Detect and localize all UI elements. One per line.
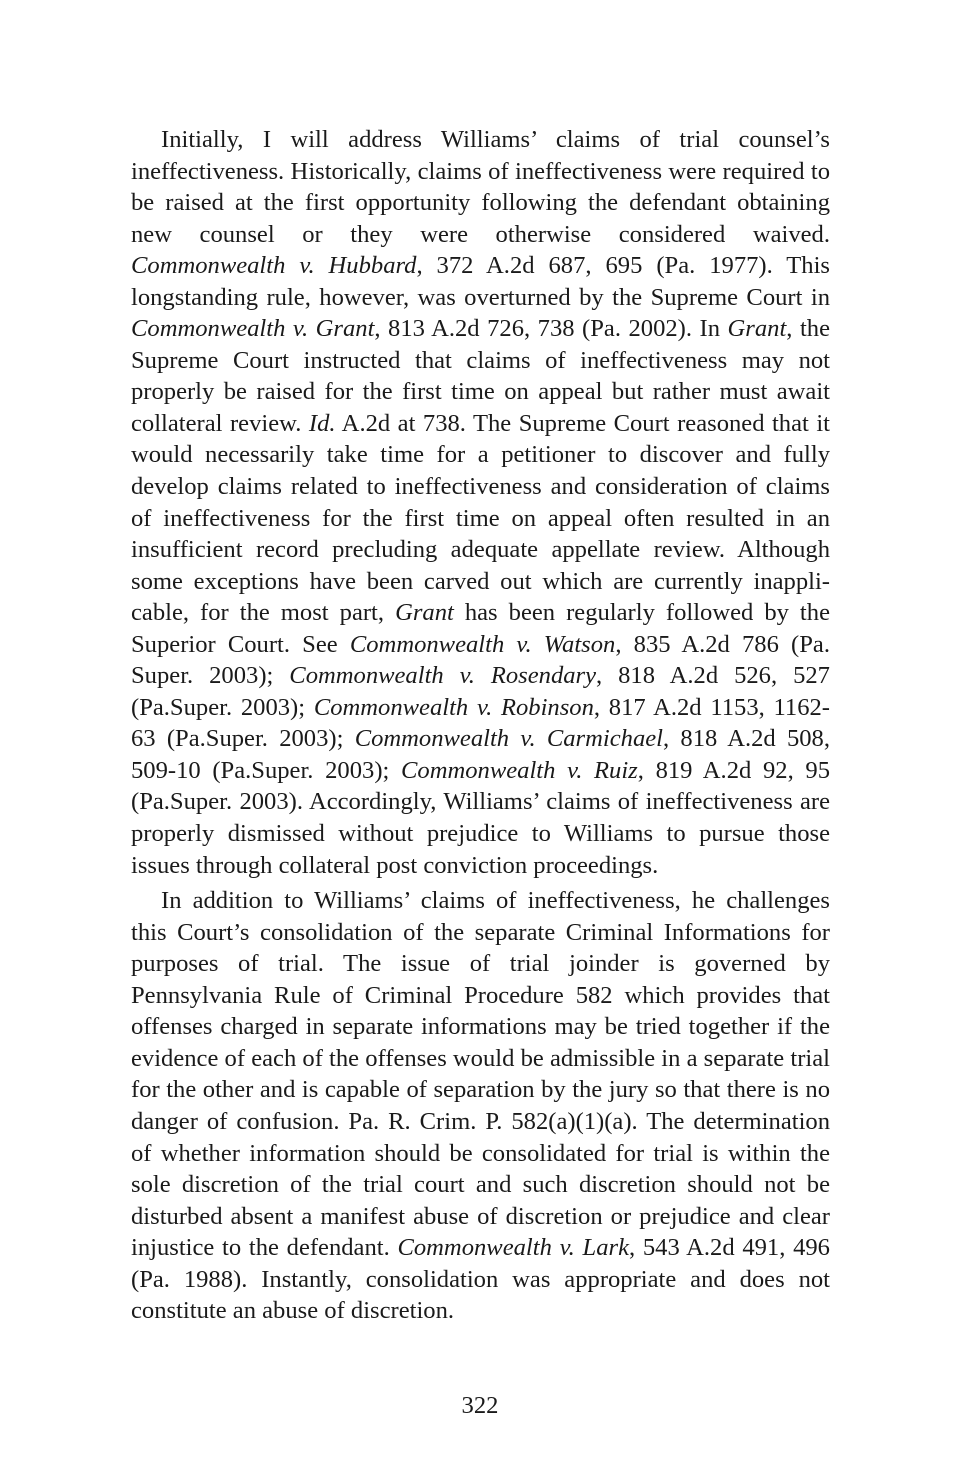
text-segment: , 819 A.2d 92, 95 (Pa.Super. 2003). Accordingly, Williams’ claims of ineffectiveness are properly dismissed without prejudice to Williams to pursue those issues through collateral post conviction proceedings. xyxy=(131,756,830,879)
page-number: 322 xyxy=(461,1392,499,1419)
case-citation: Commonwealth v. Lark xyxy=(397,1234,629,1262)
text-segment: has been regularly followed by the Superior Court. See xyxy=(131,599,830,658)
case-citation: Commonwealth v. Carmichael xyxy=(354,725,663,753)
text-segment: , 818 A.2d 526, 527 (Pa.Super. 2003); xyxy=(131,662,830,721)
case-citation: Commonwealth v. Hubbard xyxy=(131,252,417,280)
text-segment: , 813 A.2d 726, 738 (Pa. 2002). In xyxy=(374,315,728,343)
text-segment: , 835 A.2d 786 (Pa. Super. 2003); xyxy=(131,630,830,690)
text-segment: In addition to Williams’ claims of ineffectiveness, he challenges this Court’s consolidation of the separate Criminal Informations for purposes of trial. The issue of trial joinder is governed by Pennsylvania Rule of Criminal Procedure 582 which provides that offenses charged in separate informations may be tried together if the evidence of each of the offenses would be admissible in a separate trial for the other and is capable of separation by the jury so that there is no danger of confusion. Pa. R. Crim. P. 582(a)(1)(a). The determination of whether information should be consolidated for trial is within the sole discretion of the trial court and such discretion should not be disturbed absent a manifest abuse of discretion or prejudice and clear injustice to the defendant. xyxy=(131,887,830,1262)
case-citation: Commonwealth v. Rosendary xyxy=(289,662,597,690)
page-body xyxy=(131,124,830,1327)
text-segment: , the Supreme Court instructed that claims of ineffectiveness may not properly be raised for the first time on appeal but rather must await collateral review. xyxy=(131,315,830,437)
case-citation: Commonwealth v. Ruiz xyxy=(401,756,638,784)
paragraph xyxy=(131,124,830,881)
text-segment: , 818 A.2d 508, 509-10 (Pa.Super. 2003); xyxy=(131,725,830,784)
case-citation: Commonwealth v. Robinson xyxy=(313,693,594,721)
text-segment: A.2d at 738. The Supreme Court reasoned that it would necessarily take time for a petitioner to discover and fully develop claims related to ineffectiveness and consideration of claims of ineffectiveness for the first time on appeal often resulted in an insufficient record precluding adequate appellate review. Although some exceptions have been carved out which are currently inapplicable, for the most part, xyxy=(131,409,831,627)
paragraph xyxy=(131,885,830,1327)
case-citation: Grant xyxy=(727,315,787,343)
case-citation: Commonwealth v. Watson xyxy=(349,630,616,658)
case-citation: Id. xyxy=(308,409,336,437)
case-citation: Grant xyxy=(395,599,454,627)
text-segment: , 372 A.2d 687, 695 (Pa. 1977). This longstanding rule, however, was overturned by the Supreme Court in xyxy=(131,252,830,311)
text-segment: Initially, I will address Williams’ claims of trial counsel’s ineffectiveness. Historically, claims of ineffectiveness were required to be raised at the first opportunity following the defendant obtaining new counsel or they were otherwise considered waived. xyxy=(131,126,830,248)
text-segment: , 543 A.2d 491, 496 (Pa. 1988). Instantly, consolidation was appropriate and does not constitute an abuse of discretion. xyxy=(131,1234,830,1325)
case-citation: Commonwealth v. Grant xyxy=(131,315,375,343)
text-segment: , 817 A.2d 1153, 1162-63 (Pa.Super. 2003); xyxy=(131,693,830,753)
